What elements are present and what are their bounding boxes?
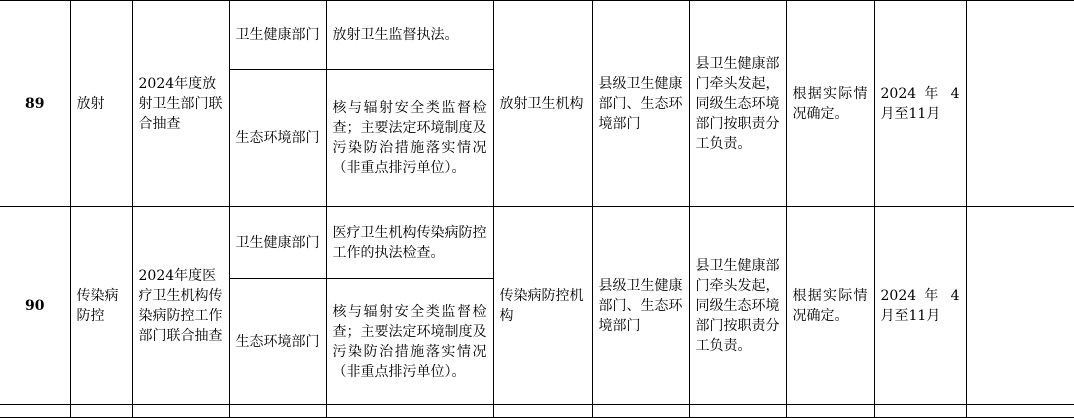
inspection-content: 核与辐射安全类监督检查；主要法定环境制度及污染防治措施落实情况（非重点排污单位）。 (326, 70, 493, 207)
table-row (0, 207, 1074, 279)
inspection-object: 放射卫生机构 (493, 1, 592, 207)
table-row (0, 1, 1074, 70)
inspection-content: 核与辐射安全类监督检查；主要法定环境制度及污染防治措施落实情况（非重点排污单位）。 (326, 279, 493, 405)
sampling-ratio: 根据实际情况确定。 (786, 1, 874, 207)
department-cell: 生态环境部门 (229, 70, 326, 207)
department-cell: 卫生健康部门 (229, 1, 326, 70)
inspection-content: 医疗卫生机构传染病防控工作的执法检查。 (326, 207, 493, 279)
task-category: 传染病防控 (70, 207, 132, 405)
table-row-partial (0, 405, 1074, 418)
organizer: 县级卫生健康部门、生态环境部门 (592, 1, 689, 207)
department-cell: 卫生健康部门 (229, 207, 326, 279)
lead-arrangement: 县卫生健康部门牵头发起，同级生态环境部门按职责分工负责。 (689, 207, 786, 405)
task-name: 2024年度放射卫生部门联合抽查 (132, 1, 229, 207)
lead-arrangement: 县卫生健康部门牵头发起，同级生态环境部门按职责分工负责。 (689, 1, 786, 207)
row-number: 89 (0, 1, 70, 207)
row-number: 90 (0, 207, 70, 405)
inspection-content: 放射卫生监督执法。 (326, 1, 493, 70)
task-category: 放射 (70, 1, 132, 207)
task-name: 2024年度医疗卫生机构传染病防控工作部门联合抽查 (132, 207, 229, 405)
inspection-period: 2024 年 4 月至11月 (874, 207, 966, 405)
organizer: 县级卫生健康部门、生态环境部门 (592, 207, 689, 405)
sampling-ratio: 根据实际情况确定。 (786, 207, 874, 405)
inspection-object: 传染病防控机构 (493, 207, 592, 405)
inspection-period: 2024 年 4 月至11月 (874, 1, 966, 207)
department-cell: 生态环境部门 (229, 279, 326, 405)
remarks-cell (966, 207, 1074, 405)
remarks-cell (966, 1, 1074, 207)
